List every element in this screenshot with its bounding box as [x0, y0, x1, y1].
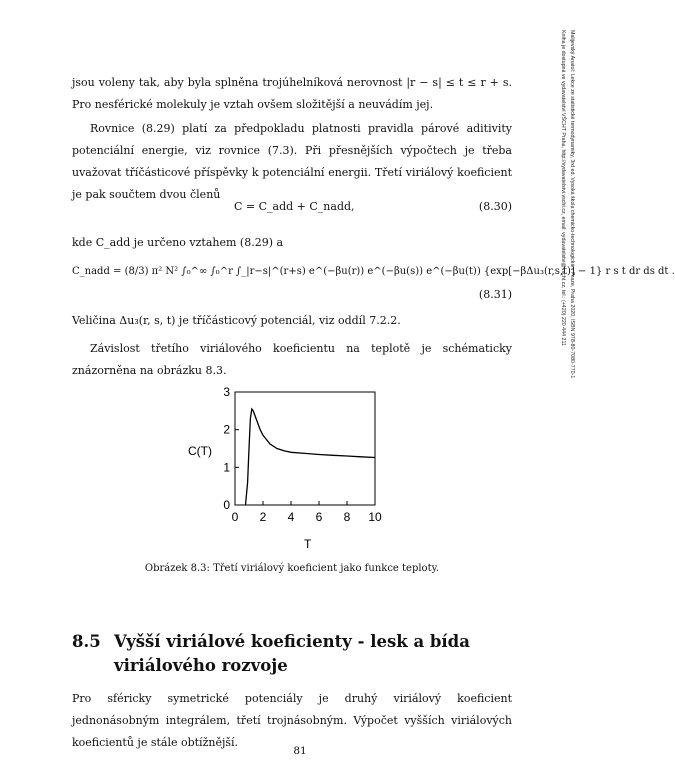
x-tick-label: 10 — [368, 510, 382, 524]
paragraph-kde: kde C_add je určeno vztahem (8.29) a — [72, 236, 284, 249]
equation-8-31-body: C_nadd = (8/3) π² N² ∫₀^∞ ∫₀^r ∫_|r−s|^(r+s) e^(−βu(r)) e^(−βu(s)) e^(−βu(t)) {exp[−βΔu₃(r,s,t)] − 1} r s t dr ds dt . — [72, 266, 675, 277]
section-title: Vyšší viriálové koeficienty - lesk a bída viriálového rozvoje — [114, 632, 470, 675]
side-note-line-1: Malijevský Anatol: Lekce ze statistické termodynamiky, 3rd ed. Vysoká škola chemicko-technologická v Praze, Praha 2020, ISBN 978-80-7080-770-1 — [569, 30, 575, 379]
y-tick-label: 1 — [223, 460, 230, 475]
y-tick-label: 3 — [223, 385, 230, 399]
equation-8-31 — [72, 262, 675, 306]
y-axis-label: C(T) — [188, 444, 212, 458]
chart-axes — [235, 392, 375, 505]
series-line — [246, 409, 376, 505]
paragraph-velicina: Veličina Δu₃(r, s, t) je tříčásticový potenciál, viz oddíl 7.2.2. — [72, 314, 401, 327]
x-tick-label: 0 — [231, 510, 239, 524]
x-tick-label: 6 — [315, 510, 323, 524]
section-heading — [72, 630, 512, 678]
plot-frame — [235, 392, 375, 505]
x-tick-label: 2 — [259, 510, 267, 524]
equation-8-30-number: (8.30) — [478, 200, 512, 213]
side-note-line-2: Kniha je dostupná ve vydavatelství VŠCHT Praha, http://vydavatelstvi.vscht.cz, email: vydavatelstvi@vscht.cz, tel.: (+420) 220 444 211 — [560, 30, 566, 346]
x-tick-label: 4 — [287, 510, 295, 524]
paragraph-vyssi: Pro sféricky symetrické potenciály je druhý viriálový koeficient jednonásobným integrálem, třetí trojnásobným. Výpočet vyšších viriálových koeficientů je stále obtížnější. — [72, 692, 512, 749]
figure-caption: Obrázek 8.3: Třetí viriálový koeficient jako funkce teploty. — [144, 563, 440, 574]
virial-coefficient-chart — [180, 380, 390, 555]
side-note — [546, 30, 576, 590]
chart-ticks — [223, 385, 382, 524]
paragraph-zavislost: Závislost třetího viriálového koeficientu na teplotě je schématicky znázorněna na obrázku 8.3. — [72, 342, 512, 377]
y-tick-label: 0 — [223, 498, 230, 512]
equation-8-31-number: (8.31) — [478, 288, 512, 301]
y-tick-label: 2 — [223, 422, 230, 437]
section-number: 8.5 — [72, 632, 101, 651]
equation-8-30 — [72, 200, 512, 216]
paragraph-continuation: jsou voleny tak, aby byla splněna trojúhelníková nerovnost |r − s| ≤ t ≤ r + s. Pro nesférické molekuly je vztah ovšem složitější a neuvádím jej. — [72, 76, 512, 111]
paragraph-rovnice: Rovnice (8.29) platí za předpokladu platnosti pravidla párové aditivity potenciální energie, viz rovnice (7.3). Při přesnějších výpočtech je třeba uvažovat tříčásticové příspěvky k potenciální energii. Třetí viriálový koeficient je pak součtem dvou členů — [72, 122, 512, 201]
equation-8-30-body: C = C_add + C_nadd, — [234, 200, 355, 213]
x-tick-label: 8 — [343, 510, 351, 524]
page-number: 81 — [293, 745, 307, 757]
x-axis-label: T — [304, 537, 312, 551]
